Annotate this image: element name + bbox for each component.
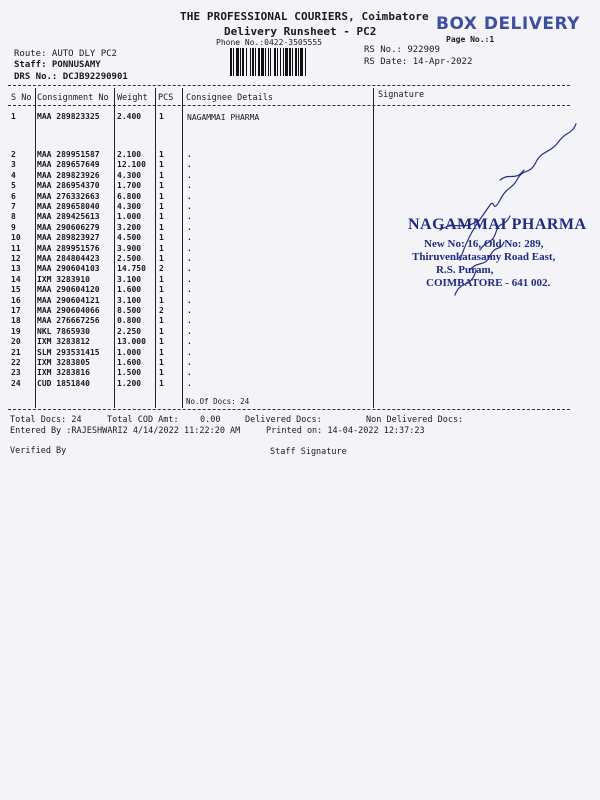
row-sno: 7 <box>11 202 16 211</box>
row-pcs: 1 <box>159 274 164 284</box>
row-weight: 3.900 <box>117 243 142 253</box>
row-sno: 19 <box>11 326 21 336</box>
row-sno: 4 <box>11 170 16 180</box>
row-consignment: SLM 293531415 <box>37 347 100 357</box>
verified-by: Verified By <box>10 446 67 456</box>
row-sno: 20 <box>11 337 21 347</box>
row-consignment: MAA 289823926 <box>37 170 100 180</box>
row-consignment: MAA 289951587 <box>37 150 100 159</box>
row-consignment: CUD 1851840 <box>37 378 90 388</box>
column-divider <box>114 88 115 408</box>
row-consignee: . <box>187 285 192 295</box>
row-pcs: 1 <box>159 112 164 121</box>
row-consignment: MAA 290606279 <box>37 222 100 232</box>
row-consignee: . <box>187 254 192 263</box>
row-weight: 3.200 <box>117 222 142 232</box>
row-weight: 14.750 <box>117 264 146 274</box>
column-divider <box>35 88 36 408</box>
row-pcs: 1 <box>159 285 164 295</box>
row-pcs: 2 <box>159 306 164 315</box>
row-consignee: . <box>187 295 192 305</box>
row-sno: 5 <box>11 181 16 191</box>
row-consignee: . <box>187 306 192 315</box>
divider <box>8 409 570 410</box>
total-docs: Total Docs: 24 <box>10 415 82 425</box>
row-consignee: NAGAMMAI PHARMA <box>187 113 260 122</box>
row-consignment: MAA 289823927 <box>37 233 100 243</box>
row-consignee: . <box>187 191 192 201</box>
printed-on: Printed on: 14-04-2022 12:37:23 <box>266 426 425 436</box>
staff-label: Staff: PONNUSAMY <box>14 60 101 70</box>
row-consignee: . <box>187 160 192 170</box>
row-consignee: . <box>187 358 192 367</box>
box-delivery-label: BOX DELIVERY <box>436 14 580 34</box>
row-weight: 2.400 <box>117 112 142 121</box>
row-sno: 16 <box>11 295 21 305</box>
row-consignment: IXM 3283812 <box>37 337 90 347</box>
row-weight: 1.600 <box>117 358 142 367</box>
row-pcs: 1 <box>159 202 164 211</box>
col-header-sno: S No <box>11 93 32 103</box>
rs-number: RS No.: 922909 <box>364 45 440 55</box>
row-consignment: MAA 290604103 <box>37 264 100 274</box>
row-pcs: 1 <box>159 233 164 243</box>
row-weight: 0.800 <box>117 316 142 326</box>
row-sno: 11 <box>11 243 21 253</box>
row-pcs: 1 <box>159 160 164 170</box>
row-weight: 3.100 <box>117 274 142 284</box>
row-weight: 1.600 <box>117 285 142 295</box>
row-pcs: 1 <box>159 181 164 191</box>
row-pcs: 1 <box>159 368 164 378</box>
row-sno: 8 <box>11 212 16 222</box>
row-sno: 3 <box>11 160 16 170</box>
total-cod-label: Total COD Amt: <box>107 415 179 425</box>
row-consignee: . <box>187 233 192 243</box>
row-consignment: MAA 289658040 <box>37 202 100 211</box>
row-consignee: . <box>187 243 192 253</box>
col-header-signature: Signature <box>378 90 425 100</box>
row-consignment: IXM 3283805 <box>37 358 90 367</box>
col-header-weight: Weight <box>117 93 148 103</box>
row-pcs: 1 <box>159 222 164 232</box>
divider <box>8 85 570 86</box>
row-sno: 21 <box>11 347 21 357</box>
row-pcs: 1 <box>159 337 164 347</box>
row-pcs: 1 <box>159 170 164 180</box>
route-label: Route: AUTO DLY PC2 <box>14 49 117 59</box>
row-sno: 14 <box>11 274 21 284</box>
row-weight: 12.100 <box>117 160 146 170</box>
row-weight: 13.000 <box>117 337 146 347</box>
row-weight: 1.000 <box>117 212 142 222</box>
row-consignment: MAA 276667256 <box>37 316 100 326</box>
row-consignment: MAA 284804423 <box>37 254 100 263</box>
row-consignee: . <box>187 264 192 274</box>
row-consignment: MAA 289657649 <box>37 160 100 170</box>
row-weight: 2.100 <box>117 150 142 159</box>
row-pcs: 1 <box>159 326 164 336</box>
entered-by: Entered By :RAJESHWARI2 4/14/2022 11:22:20 AM <box>10 426 241 436</box>
row-pcs: 1 <box>159 212 164 222</box>
row-pcs: 1 <box>159 378 164 388</box>
col-header-pcs: PCS <box>158 93 174 103</box>
row-weight: 4.300 <box>117 202 142 211</box>
row-pcs: 1 <box>159 358 164 367</box>
row-consignee: . <box>187 222 192 232</box>
row-consignee: . <box>187 326 192 336</box>
staff-signature: Staff Signature <box>270 447 347 457</box>
column-divider <box>182 88 183 408</box>
column-divider <box>155 88 156 408</box>
row-consignee: . <box>187 202 192 211</box>
row-sno: 15 <box>11 285 21 295</box>
row-consignee: . <box>187 170 192 180</box>
total-cod-value: 0.00 <box>200 415 221 425</box>
delivered-docs: Delivered Docs: <box>245 415 322 425</box>
row-sno: 2 <box>11 150 16 159</box>
row-weight: 1.500 <box>117 368 142 378</box>
column-divider <box>373 88 374 408</box>
row-sno: 22 <box>11 358 21 367</box>
row-consignee: . <box>187 347 192 357</box>
row-consignee: . <box>187 337 192 347</box>
row-weight: 4.300 <box>117 170 142 180</box>
row-pcs: 2 <box>159 264 164 274</box>
row-weight: 6.800 <box>117 191 142 201</box>
row-pcs: 1 <box>159 316 164 326</box>
row-pcs: 1 <box>159 191 164 201</box>
row-consignment: MAA 289823325 <box>37 112 100 121</box>
row-weight: 2.250 <box>117 326 142 336</box>
row-sno: 17 <box>11 306 21 315</box>
row-consignment: MAA 289425613 <box>37 212 100 222</box>
row-consignment: MAA 289951576 <box>37 243 100 253</box>
stamp-address-line: New No: 16, Old No: 289, <box>424 238 544 250</box>
row-consignee: . <box>187 212 192 222</box>
non-delivered-docs: Non Delivered Docs: <box>366 415 464 425</box>
row-consignment: MAA 286954370 <box>37 181 100 191</box>
stamp-address-line: Thiruvenkatasamy Road East, <box>412 251 556 263</box>
row-sno: 24 <box>11 378 21 388</box>
row-consignee: . <box>187 150 192 159</box>
stamp-address-line: R.S. Puram, <box>436 264 494 276</box>
row-consignee: . <box>187 274 192 284</box>
rs-date: RS Date: 14-Apr-2022 <box>364 57 473 67</box>
row-consignment: IXM 3283816 <box>37 368 90 378</box>
row-pcs: 1 <box>159 295 164 305</box>
drs-number: DRS No.: DCJB92290901 <box>14 72 128 82</box>
row-consignment: IXM 3283910 <box>37 274 90 284</box>
row-pcs: 1 <box>159 150 164 159</box>
row-pcs: 1 <box>159 254 164 263</box>
row-consignment: MAA 290604121 <box>37 295 100 305</box>
row-weight: 1.200 <box>117 378 142 388</box>
runsheet-title: Delivery Runsheet - PC2 <box>224 25 377 38</box>
row-weight: 4.500 <box>117 233 142 243</box>
row-sno: 10 <box>11 233 21 243</box>
row-sno: 18 <box>11 316 21 326</box>
row-consignment: MAA 276332663 <box>37 191 100 201</box>
company-title: THE PROFESSIONAL COURIERS, Coimbatore <box>180 10 429 23</box>
row-sno: 1 <box>11 112 16 121</box>
row-weight: 2.500 <box>117 254 142 263</box>
row-consignment: MAA 290604066 <box>37 306 100 315</box>
docs-count: No.Of Docs: 24 <box>186 397 250 406</box>
row-consignee: . <box>187 181 192 191</box>
phone-number: Phone No.:0422-3505555 <box>216 38 322 47</box>
col-header-consignment: Consignment No <box>37 93 109 103</box>
row-weight: 1.700 <box>117 181 142 191</box>
stamp-name: NAGAMMAI PHARMA <box>408 216 587 233</box>
row-consignee: . <box>187 378 192 388</box>
row-sno: 6 <box>11 191 16 201</box>
row-weight: 3.100 <box>117 295 142 305</box>
row-weight: 1.000 <box>117 347 142 357</box>
row-consignee: . <box>187 316 192 326</box>
row-sno: 23 <box>11 368 21 378</box>
row-consignment: NKL 7865930 <box>37 326 90 336</box>
row-sno: 13 <box>11 264 21 274</box>
page-number: Page No.:1 <box>446 35 495 44</box>
row-consignee: . <box>187 368 192 378</box>
row-consignment: MAA 290604120 <box>37 285 100 295</box>
row-pcs: 1 <box>159 347 164 357</box>
stamp-address-line: COIMBATORE - 641 002. <box>426 277 551 289</box>
row-weight: 8.500 <box>117 306 142 315</box>
col-header-consignee: Consignee Details <box>186 93 273 103</box>
divider <box>8 105 570 106</box>
row-sno: 9 <box>11 222 16 232</box>
row-pcs: 1 <box>159 243 164 253</box>
row-sno: 12 <box>11 254 21 263</box>
barcode-icon <box>230 48 352 76</box>
